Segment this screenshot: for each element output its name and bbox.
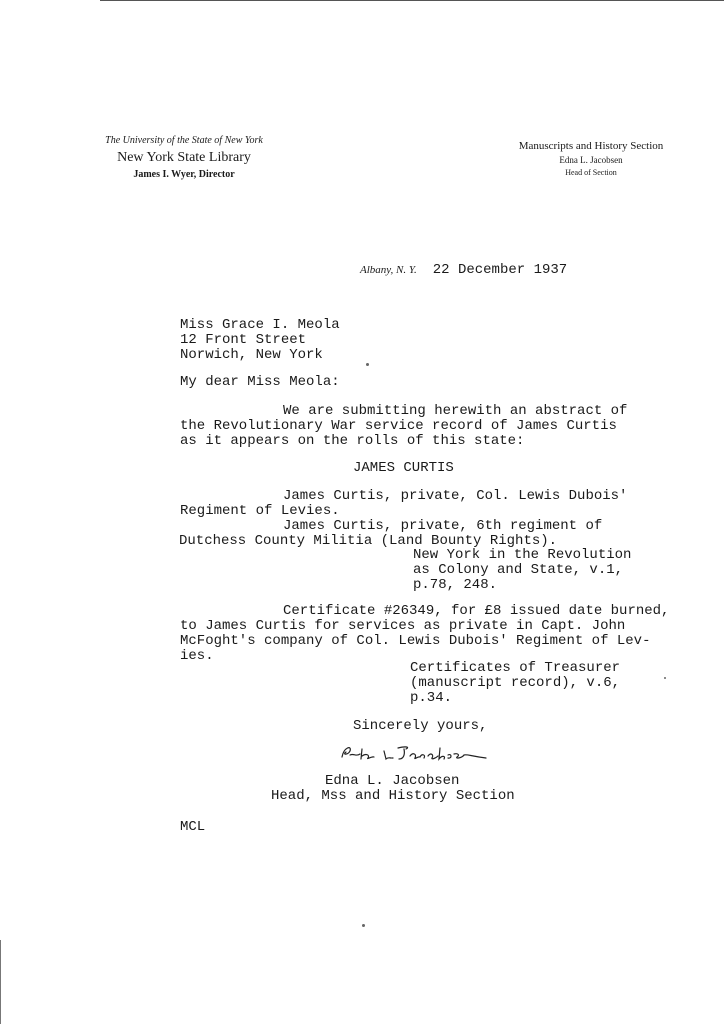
handwritten-signature — [336, 739, 496, 765]
citation-line: as Colony and State, v.1, — [413, 562, 624, 578]
ink-speck — [664, 677, 666, 679]
closing: Sincerely yours, — [353, 718, 488, 734]
intro-line: We are submitting herewith an abstract of — [283, 403, 628, 419]
entry-line: James Curtis, private, Col. Lewis Dubois' — [283, 488, 628, 504]
section-head-title: Head of Section — [565, 168, 617, 177]
university-line: The University of the State of New York — [105, 135, 263, 146]
entry-line: ies. — [180, 648, 214, 664]
recipient-name: Miss Grace I. Meola — [180, 317, 340, 333]
signer-title: Head, Mss and History Section — [271, 788, 515, 804]
intro-line: as it appears on the rolls of this state: — [180, 433, 525, 449]
entry-line: Dutchess County Militia (Land Bounty Rights). — [179, 533, 558, 549]
signer-name: Edna L. Jacobsen — [325, 773, 460, 789]
intro-line: the Revolutionary War service record of James Curtis — [180, 418, 617, 434]
ink-speck — [362, 924, 365, 927]
dateline — [360, 260, 567, 278]
citation-line: p.34. — [410, 690, 453, 706]
letterhead-right — [496, 139, 686, 179]
recipient-street: 12 Front Street — [180, 332, 307, 348]
library-name: New York State Library — [117, 150, 251, 165]
entry-line: to James Curtis for services as private in Capt. John — [180, 618, 626, 634]
citation-line: p.78, 248. — [413, 577, 498, 593]
letterhead-left — [84, 134, 284, 182]
salutation: My dear Miss Meola: — [180, 374, 340, 390]
typist-initials: MCL — [180, 819, 206, 835]
citation-line: Certificates of Treasurer — [410, 660, 621, 676]
left-edge-mark — [0, 940, 1, 1024]
director-line: James I. Wyer, Director — [133, 169, 235, 180]
ink-speck — [366, 363, 369, 366]
citation-line: New York in the Revolution — [413, 547, 632, 563]
entry-line: Certificate #26349, for £8 issued date burned, — [283, 603, 670, 619]
dateline-place: Albany, N. Y. — [360, 264, 417, 276]
subject-heading: JAMES CURTIS — [353, 460, 454, 476]
top-edge-rule — [100, 0, 724, 1]
citation-line: (manuscript record), v.6, — [410, 675, 621, 691]
section-name: Manuscripts and History Section — [518, 140, 664, 152]
section-head-name: Edna L. Jacobsen — [559, 155, 623, 165]
dateline-date: 22 December 1937 — [432, 262, 568, 278]
recipient-city: Norwich, New York — [180, 347, 323, 363]
entry-line: McFoght's company of Col. Lewis Dubois' Regiment of Lev- — [180, 633, 651, 649]
entry-line: James Curtis, private, 6th regiment of — [283, 518, 603, 534]
entry-line: Regiment of Levies. — [180, 503, 340, 519]
